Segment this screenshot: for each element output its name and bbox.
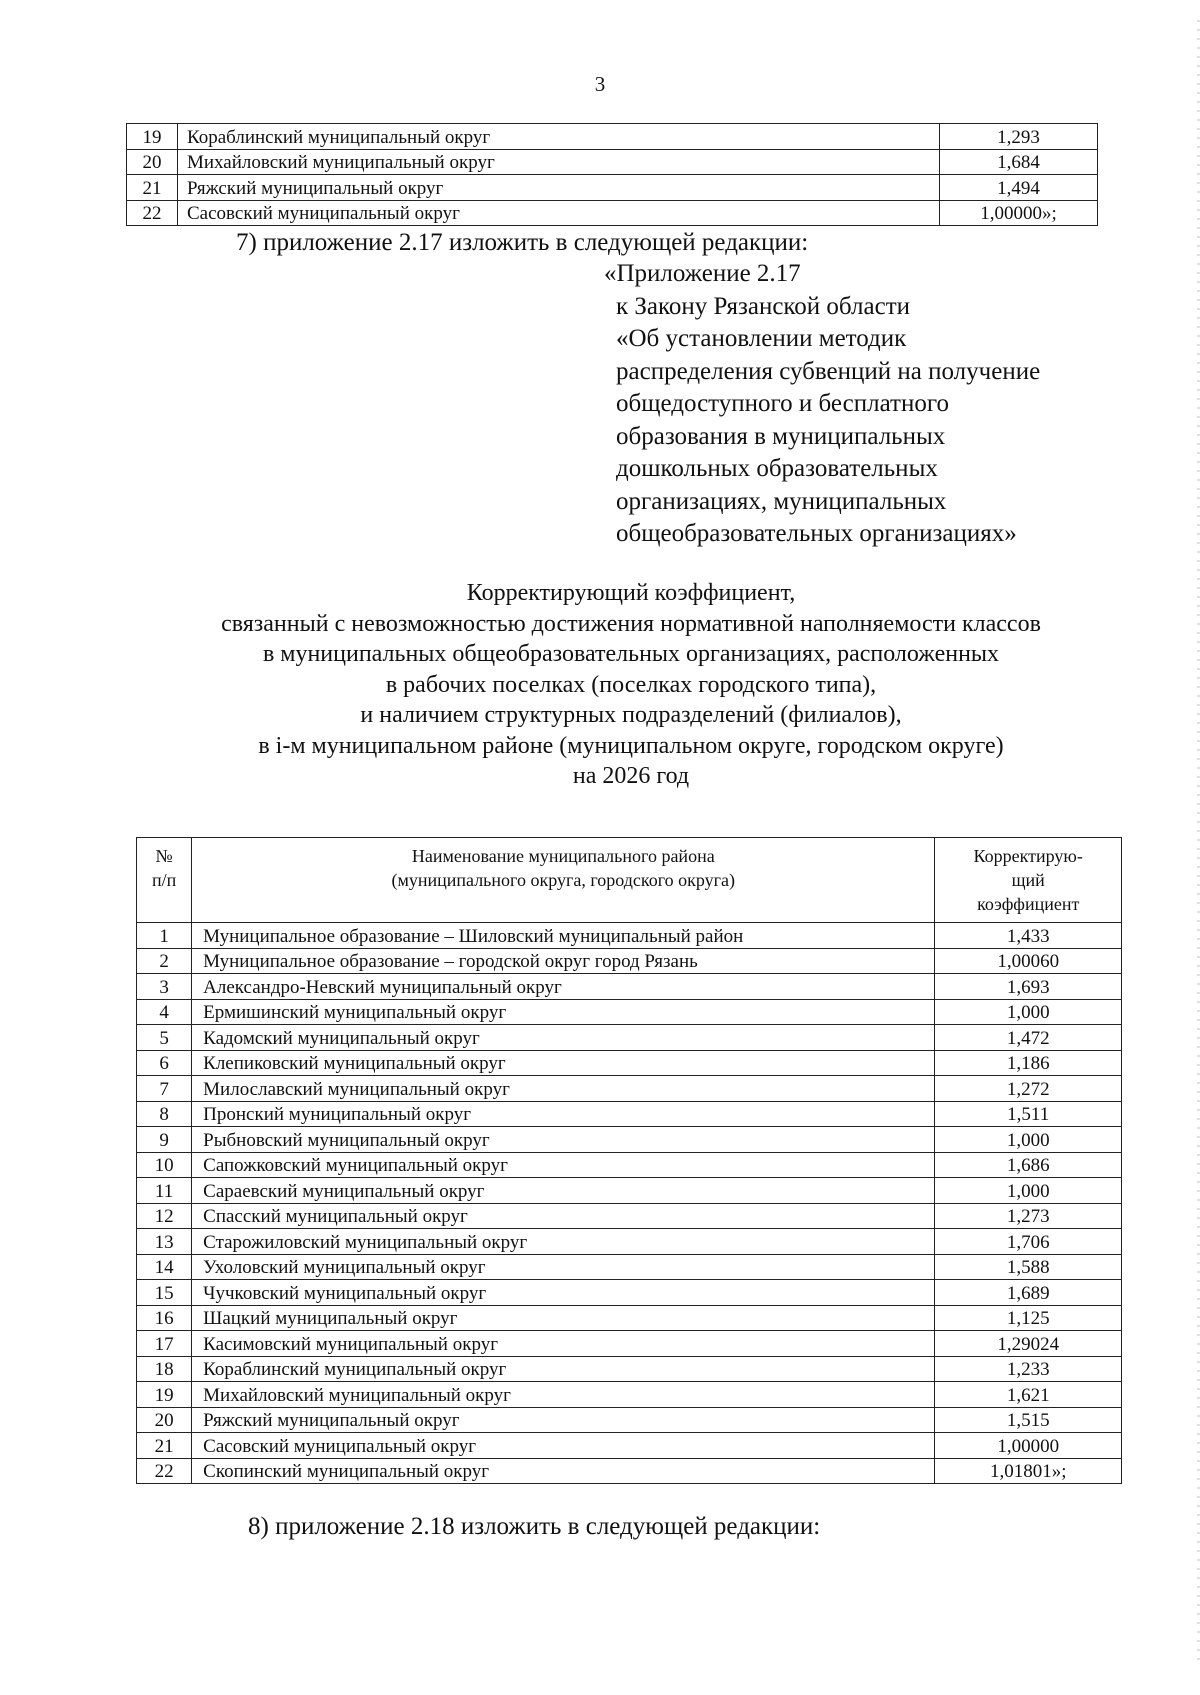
coefficient-value: 1,00000»; [940,200,1098,226]
district-name: Муниципальное образование – Шиловский муниципальный район [192,923,935,949]
header-row [137,838,1122,923]
coefficient-value: 1,684 [940,149,1098,175]
table-row [127,175,1098,201]
coefficient-value: 1,511 [935,1101,1122,1127]
coefficient-value: 1,515 [935,1407,1122,1433]
district-name: Шацкий муниципальный округ [192,1305,935,1331]
row-number: 17 [137,1331,192,1357]
table-row [137,1127,1122,1153]
row-number: 2 [137,948,192,974]
table-row [137,1254,1122,1280]
row-number: 7 [137,1076,192,1102]
district-name: Михайловский муниципальный округ [178,149,940,175]
coefficient-value: 1,186 [935,1050,1122,1076]
district-name: Кадомский муниципальный округ [192,1025,935,1051]
appendix-line: «Об установлении методик [616,325,907,352]
header-number [137,838,192,923]
coefficient-value: 1,588 [935,1254,1122,1280]
title-line: на 2026 год [572,763,690,789]
row-number: 10 [137,1152,192,1178]
coefficient-value: 1,29024 [935,1331,1122,1357]
district-name: Ряжский муниципальный округ [192,1407,935,1433]
header-line: п/п [151,870,177,890]
row-number: 13 [137,1229,192,1255]
row-number: 16 [137,1305,192,1331]
district-name: Сараевский муниципальный округ [192,1178,935,1204]
continuation-table [126,123,1098,226]
table-row [137,1076,1122,1102]
district-name: Ермишинский муниципальный округ [192,999,935,1025]
district-name: Клепиковский муниципальный округ [192,1050,935,1076]
table-row [137,1433,1122,1459]
title-line: в муниципальных общеобразовательных организациях, расположенных [262,641,1000,667]
table-row [137,1331,1122,1357]
row-number: 14 [137,1254,192,1280]
coefficient-value: 1,000 [935,1127,1122,1153]
district-name: Скопинский муниципальный округ [192,1458,935,1484]
table-row [137,1458,1122,1484]
coefficient-value: 1,125 [935,1305,1122,1331]
coefficient-value: 1,01801»; [935,1458,1122,1484]
district-name: Рыбновский муниципальный округ [192,1127,935,1153]
appendix-header [604,258,1040,551]
title-line: Корректирующий коэффициент, [466,580,796,606]
coefficient-value: 1,000 [935,1178,1122,1204]
coefficient-value: 1,621 [935,1382,1122,1408]
coefficient-value: 1,689 [935,1280,1122,1306]
row-number: 12 [137,1203,192,1229]
header-name [192,838,935,923]
header-line: № [155,846,173,866]
district-name: Спасский муниципальный округ [192,1203,935,1229]
item-8-instruction: 8) приложение 2.18 изложить в следующей редакции: [248,1513,821,1540]
row-number: 22 [127,200,178,226]
table-row [137,1356,1122,1382]
row-number: 20 [137,1407,192,1433]
table-row [137,923,1122,949]
district-name: Кораблинский муниципальный округ [192,1356,935,1382]
district-name: Александро-Невский муниципальный округ [192,974,935,1000]
table-row [137,1305,1122,1331]
header-line: Наименование муниципального района [411,846,715,866]
row-number: 21 [127,175,178,201]
coefficient-value: 1,00000 [935,1433,1122,1459]
appendix-line: общеобразовательных организациях» [616,520,1017,547]
table-row [127,200,1098,226]
table-row [127,149,1098,175]
title-line: в i-м муниципальном районе (муниципальном округе, городском округе) [258,732,1004,759]
appendix-line: общедоступного и бесплатного [616,390,949,417]
coefficient-value: 1,494 [940,175,1098,201]
table-row [137,1178,1122,1204]
header-coefficient [935,838,1122,923]
district-name: Ухоловский муниципальный округ [192,1254,935,1280]
coefficient-table-header [137,838,1122,923]
coefficient-table-body [137,923,1122,1484]
appendix-line: образования в муниципальных [616,422,946,450]
page-number: 3 [594,72,606,96]
row-number: 9 [137,1127,192,1153]
coefficient-value: 1,233 [935,1356,1122,1382]
row-number: 8 [137,1101,192,1127]
district-name: Ряжский муниципальный округ [178,175,940,201]
coefficient-value: 1,000 [935,999,1122,1025]
title-line: и наличием структурных подразделений (филиалов), [360,702,902,728]
district-name: Муниципальное образование – городской округ город Рязань [192,948,935,974]
row-number: 11 [137,1178,192,1204]
appendix-line: к Закону Рязанской области [616,292,910,320]
coefficient-value: 1,273 [935,1203,1122,1229]
item-7-instruction: 7) приложение 2.17 изложить в следующей редакции: [236,229,809,256]
district-name: Пронский муниципальный округ [192,1101,935,1127]
row-number: 6 [137,1050,192,1076]
table-row [137,1152,1122,1178]
table-row [137,1050,1122,1076]
table-row [137,974,1122,1000]
row-number: 15 [137,1280,192,1306]
table-row [137,999,1122,1025]
header-line: Корректирую- [973,846,1083,866]
table-row [137,1101,1122,1127]
table-row [137,1280,1122,1306]
header-line: (муниципального округа, городского округа) [391,870,736,890]
appendix-line: организациях, муниципальных [616,487,947,515]
coefficient-value: 1,706 [935,1229,1122,1255]
table-row [137,1229,1122,1255]
continuation-table-body [127,124,1098,226]
row-number: 1 [137,923,192,949]
coefficient-value: 1,293 [940,124,1098,150]
document-title [0,578,1200,792]
table-row [137,1407,1122,1433]
appendix-line: дошкольных образовательных [616,455,938,482]
district-name: Сапожковский муниципальный округ [192,1152,935,1178]
row-number: 18 [137,1356,192,1382]
coefficient-value: 1,472 [935,1025,1122,1051]
coefficient-table [136,837,1122,1484]
coefficient-value: 1,433 [935,923,1122,949]
row-number: 20 [127,149,178,175]
row-number: 5 [137,1025,192,1051]
row-number: 19 [127,124,178,150]
district-name: Касимовский муниципальный округ [192,1331,935,1357]
table-row [137,1382,1122,1408]
table-row [127,124,1098,150]
table-row [137,1203,1122,1229]
district-name: Сасовский муниципальный округ [192,1433,935,1459]
district-name: Михайловский муниципальный округ [192,1382,935,1408]
header-line: щий [1011,870,1045,890]
appendix-line: распределения субвенций на получение [616,357,1041,385]
row-number: 3 [137,974,192,1000]
coefficient-value: 1,272 [935,1076,1122,1102]
row-number: 4 [137,999,192,1025]
row-number: 21 [137,1433,192,1459]
table-row [137,1025,1122,1051]
district-name: Кораблинский муниципальный округ [178,124,940,150]
district-name: Милославский муниципальный округ [192,1076,935,1102]
table-row [137,948,1122,974]
coefficient-value: 1,693 [935,974,1122,1000]
district-name: Старожиловский муниципальный округ [192,1229,935,1255]
row-number: 22 [137,1458,192,1484]
title-line: в рабочих поселках (поселках городского типа), [385,671,877,698]
district-name: Чучковский муниципальный округ [192,1280,935,1306]
coefficient-value: 1,686 [935,1152,1122,1178]
title-line: связанный с невозможностью достижения нормативной наполняемости классов [221,610,1041,637]
header-line: коэффициент [977,894,1080,914]
row-number: 19 [137,1382,192,1408]
appendix-line: «Приложение 2.17 [604,260,801,287]
district-name: Сасовский муниципальный округ [178,200,940,226]
coefficient-value: 1,00060 [935,948,1122,974]
